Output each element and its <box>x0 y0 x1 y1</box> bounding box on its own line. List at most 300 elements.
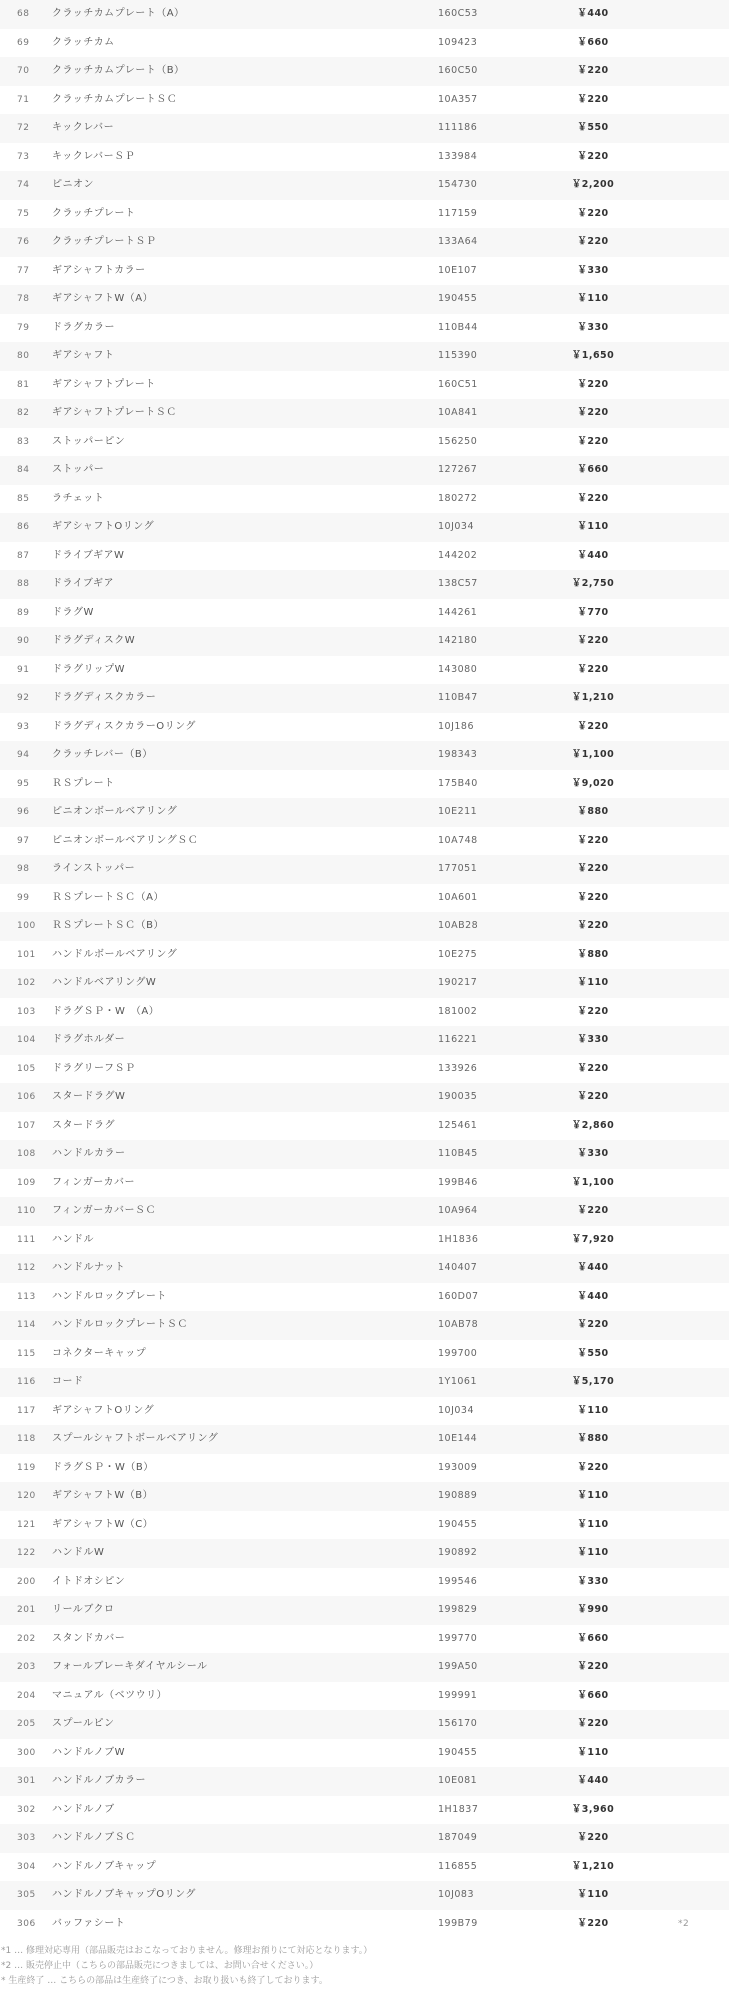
part-number: 71 <box>17 94 30 105</box>
table-row <box>0 1397 729 1426</box>
part-name: クラッチレバー（B） <box>52 749 153 760</box>
part-code: 142180 <box>438 635 478 646</box>
table-row <box>0 371 729 400</box>
part-price: ￥990 <box>577 1604 609 1615</box>
part-number: 72 <box>17 123 30 133</box>
part-number: 84 <box>17 465 30 475</box>
part-code: 199B79 <box>438 1917 478 1929</box>
part-name: キックレバーＳＰ <box>52 150 136 162</box>
part-name: ドラグリーフＳＰ <box>52 1062 136 1074</box>
part-number: 302 <box>17 1804 36 1815</box>
table-row <box>0 1254 729 1283</box>
part-price: ￥880 <box>577 806 609 817</box>
part-name: ドラグリップW <box>52 663 125 675</box>
part-number: 108 <box>17 1149 36 1159</box>
part-name: スタードラグ <box>52 1119 115 1131</box>
part-number: 98 <box>17 864 30 874</box>
table-row <box>0 1283 729 1312</box>
part-number: 82 <box>17 408 30 418</box>
part-price: ￥330 <box>577 321 609 333</box>
part-number: 95 <box>17 778 30 789</box>
part-name: クラッチカムプレートＳＣ <box>52 93 178 105</box>
part-code: 117159 <box>438 207 478 219</box>
table-row <box>0 1910 729 1939</box>
part-number: 110 <box>17 1206 36 1216</box>
part-code: 10AB28 <box>438 920 479 931</box>
part-price: ￥330 <box>577 1148 609 1159</box>
part-code: 10E275 <box>438 948 478 960</box>
part-price: ￥880 <box>577 948 609 960</box>
footnote-3: * 生産終了 … こちらの部品は生産終了につき、お取り扱いも終了しております。 <box>1 1976 328 1986</box>
part-code: 154730 <box>438 179 478 190</box>
part-name: ギアシャフトW（A） <box>52 293 154 304</box>
part-code: 1H1837 <box>438 1803 479 1815</box>
part-code: 190889 <box>438 1490 478 1501</box>
part-price: ￥330 <box>577 1034 609 1045</box>
table-row <box>0 741 729 770</box>
part-number: 105 <box>17 1063 36 1074</box>
table-row <box>0 1055 729 1084</box>
part-name: キックレバー <box>52 122 115 133</box>
footnotes <box>0 1938 729 1989</box>
part-code: 133A64 <box>438 236 478 247</box>
part-name: ドラグディスクカラー <box>52 692 157 703</box>
part-code: 10A841 <box>438 407 478 418</box>
part-price: ￥220 <box>577 663 609 675</box>
part-price: ￥330 <box>577 264 609 276</box>
part-code: 199770 <box>438 1632 478 1644</box>
part-name: ドラグＳＰ・W（B） <box>52 1461 154 1473</box>
part-code: 10A357 <box>438 93 478 105</box>
table-row <box>0 428 729 457</box>
part-code: 1H1836 <box>438 1233 479 1245</box>
part-code: 144202 <box>438 549 478 561</box>
part-name: ギアシャフトOリング <box>52 521 155 532</box>
part-price: ￥440 <box>577 1290 609 1302</box>
part-number: 80 <box>17 351 30 361</box>
table-row <box>0 627 729 656</box>
part-code: 109423 <box>438 36 478 48</box>
part-name: クラッチカム <box>52 36 115 48</box>
part-name: ハンドルノブW <box>52 1746 125 1758</box>
part-price: ￥220 <box>577 1205 609 1216</box>
part-name: フィンガーカバーＳＣ <box>52 1205 156 1216</box>
part-price: ￥220 <box>577 834 609 846</box>
table-row <box>0 1454 729 1483</box>
part-code: 160C51 <box>438 378 478 390</box>
part-price: ￥220 <box>577 1832 609 1843</box>
footnote-2: *2 … 販売停止中（こちらの部品販売につきましては、お問い合せください。） <box>1 1961 319 1971</box>
table-row <box>0 1653 729 1682</box>
part-note: *2 <box>678 1918 690 1929</box>
part-number: 204 <box>17 1690 36 1701</box>
part-name: ハンドルノブカラー <box>52 1775 146 1786</box>
part-code: 10E144 <box>438 1433 478 1444</box>
table-row <box>0 770 729 799</box>
part-name: マニュアル（ベツウリ） <box>52 1689 168 1701</box>
part-price: ￥9,020 <box>571 777 615 789</box>
part-number: 100 <box>17 921 36 931</box>
part-price: ￥110 <box>577 1404 609 1416</box>
part-name: ハンドルロックプレートＳＣ <box>52 1319 188 1330</box>
part-price: ￥880 <box>577 1433 609 1444</box>
part-price: ￥220 <box>577 1917 609 1929</box>
part-price: ￥220 <box>577 93 609 105</box>
table-row <box>0 599 729 628</box>
part-price: ￥220 <box>577 891 609 903</box>
footnote-1: *1 … 修理対応専用（部品販売はおこなっておりません。修理お預りにて対応となります。） <box>1 1946 373 1956</box>
part-price: ￥220 <box>577 1005 609 1017</box>
part-price: ￥440 <box>577 1262 609 1273</box>
part-price: ￥1,650 <box>571 350 615 361</box>
part-name: ハンドルW <box>52 1547 105 1558</box>
part-number: 303 <box>17 1833 36 1843</box>
part-code: 190892 <box>438 1547 478 1558</box>
part-number: 301 <box>17 1776 36 1786</box>
part-name: バッファシート <box>52 1917 126 1929</box>
part-price: ￥220 <box>577 1718 609 1729</box>
part-price: ￥110 <box>577 1889 609 1900</box>
part-number: 118 <box>17 1434 36 1444</box>
table-row <box>0 1625 729 1654</box>
part-name: ドラグW <box>52 606 94 618</box>
part-price: ￥1,100 <box>571 1176 615 1188</box>
part-name: イトドオシピン <box>52 1575 126 1587</box>
part-number: 117 <box>17 1405 36 1416</box>
part-price: ￥440 <box>577 1775 609 1786</box>
part-number: 70 <box>17 66 30 76</box>
table-row <box>0 1710 729 1739</box>
part-price: ￥1,210 <box>571 692 615 703</box>
part-code: 10A601 <box>438 891 478 903</box>
part-code: 115390 <box>438 350 478 361</box>
table-row <box>0 969 729 998</box>
table-row <box>0 1596 729 1625</box>
part-number: 115 <box>17 1348 36 1359</box>
part-code: 199A50 <box>438 1661 478 1672</box>
part-price: ￥110 <box>577 293 609 304</box>
part-name: クラッチプレート <box>52 207 136 219</box>
part-price: ￥110 <box>577 521 609 532</box>
table-row <box>0 1881 729 1910</box>
part-name: ピニオン <box>52 179 94 190</box>
part-number: 306 <box>17 1918 36 1929</box>
part-number: 97 <box>17 835 30 846</box>
table-row <box>0 456 729 485</box>
table-row <box>0 998 729 1027</box>
part-code: 116221 <box>438 1034 478 1045</box>
table-row <box>0 1112 729 1141</box>
part-code: 133926 <box>438 1062 478 1074</box>
part-code: 111186 <box>438 122 478 133</box>
part-code: 10E107 <box>438 264 478 276</box>
table-row <box>0 912 729 941</box>
part-name: クラッチカムプレート（A） <box>52 8 185 19</box>
table-row <box>0 1197 729 1226</box>
table-row <box>0 342 729 371</box>
part-number: 79 <box>17 322 30 333</box>
part-number: 68 <box>17 9 30 19</box>
table-row <box>0 1226 729 1255</box>
table-row <box>0 143 729 172</box>
part-name: コード <box>52 1376 84 1387</box>
part-number: 76 <box>17 237 30 247</box>
part-name: ピニオンボールベアリングＳＣ <box>52 834 199 846</box>
part-name: フィンガーカバー <box>52 1176 135 1188</box>
part-name: フォールブレーキダイヤルシール <box>52 1661 208 1672</box>
table-row <box>0 1682 729 1711</box>
part-number: 200 <box>17 1576 36 1587</box>
part-name: ドラグホルダー <box>52 1034 126 1045</box>
part-code: 199991 <box>438 1689 478 1701</box>
table-row <box>0 1767 729 1796</box>
part-number: 122 <box>17 1548 36 1558</box>
part-price: ￥440 <box>577 8 609 19</box>
part-name: スプールシャフトボールベアリング <box>52 1433 219 1444</box>
part-code: 110B44 <box>438 321 478 333</box>
table-row <box>0 285 729 314</box>
part-code: 10J186 <box>438 720 475 732</box>
table-row <box>0 570 729 599</box>
part-price: ￥220 <box>577 236 609 247</box>
part-number: 85 <box>17 493 30 504</box>
part-code: 127267 <box>438 464 478 475</box>
part-number: 93 <box>17 721 30 732</box>
part-code: 10E211 <box>438 806 478 817</box>
part-number: 205 <box>17 1719 36 1729</box>
part-price: ￥220 <box>577 1661 609 1672</box>
table-row <box>0 228 729 257</box>
part-number: 78 <box>17 294 30 304</box>
part-price: ￥220 <box>577 920 609 931</box>
part-code: 190217 <box>438 977 478 988</box>
part-price: ￥220 <box>577 1091 609 1102</box>
table-row <box>0 1169 729 1198</box>
part-code: 1Y1061 <box>438 1376 478 1387</box>
part-name: ハンドルボールベアリング <box>52 948 178 960</box>
table-row <box>0 656 729 685</box>
table-row <box>0 1539 729 1568</box>
part-code: 110B45 <box>438 1148 478 1159</box>
part-name: ドライブギアW <box>52 549 125 561</box>
part-code: 190455 <box>438 1518 478 1530</box>
table-row <box>0 57 729 86</box>
part-number: 74 <box>17 180 30 190</box>
part-code: 187049 <box>438 1832 478 1843</box>
part-code: 116855 <box>438 1860 478 1872</box>
part-name: ギアシャフトW（B） <box>52 1490 154 1501</box>
table-row <box>0 399 729 428</box>
part-code: 181002 <box>438 1005 478 1017</box>
table-row <box>0 1824 729 1853</box>
part-name: スタードラグW <box>52 1091 126 1102</box>
table-row <box>0 1511 729 1540</box>
part-code: 10J034 <box>438 521 475 532</box>
part-number: 75 <box>17 208 30 219</box>
part-number: 107 <box>17 1120 36 1131</box>
table-row <box>0 29 729 58</box>
part-number: 103 <box>17 1006 36 1017</box>
table-row <box>0 1311 729 1340</box>
part-name: ギアシャフトOリング <box>52 1404 155 1416</box>
part-price: ￥330 <box>577 1575 609 1587</box>
part-number: 99 <box>17 892 30 903</box>
table-row <box>0 1853 729 1882</box>
part-name: ＲＳプレート <box>52 777 115 789</box>
part-number: 112 <box>17 1263 36 1273</box>
table-row <box>0 684 729 713</box>
part-price: ￥660 <box>577 464 609 475</box>
part-number: 104 <box>17 1035 36 1045</box>
part-code: 160D07 <box>438 1290 479 1302</box>
table-row <box>0 257 729 286</box>
part-code: 10A964 <box>438 1205 478 1216</box>
part-price: ￥110 <box>577 1746 609 1758</box>
part-name: ストッパーピン <box>52 435 126 447</box>
part-code: 199B46 <box>438 1176 478 1188</box>
part-number: 77 <box>17 265 30 276</box>
part-name: ギアシャフトプレート <box>52 378 156 390</box>
table-row <box>0 1083 729 1112</box>
table-row <box>0 855 729 884</box>
part-number: 101 <box>17 949 36 960</box>
part-name: クラッチカムプレート（B） <box>52 65 185 76</box>
part-code: 10AB78 <box>438 1319 479 1330</box>
table-row <box>0 941 729 970</box>
table-row <box>0 713 729 742</box>
part-number: 111 <box>17 1234 36 1245</box>
table-row <box>0 542 729 571</box>
part-price: ￥220 <box>577 207 609 219</box>
part-price: ￥220 <box>577 492 609 504</box>
part-name: リールブクロ <box>52 1604 115 1615</box>
part-price: ￥2,750 <box>571 578 615 589</box>
part-name: ドライブギア <box>52 578 114 589</box>
part-code: 140407 <box>438 1262 478 1273</box>
part-code: 177051 <box>438 863 478 874</box>
part-price: ￥220 <box>577 407 609 418</box>
part-number: 114 <box>17 1320 36 1330</box>
part-name: ハンドルノブキャップOリング <box>52 1889 196 1900</box>
part-code: 190035 <box>438 1091 478 1102</box>
part-price: ￥220 <box>577 150 609 162</box>
part-name: ギアシャフトプレートＳＣ <box>52 407 177 418</box>
part-name: ギアシャフトカラー <box>52 264 146 276</box>
part-number: 87 <box>17 550 30 561</box>
part-price: ￥3,960 <box>571 1803 615 1815</box>
part-name: ドラグディスクカラーOリング <box>52 720 196 732</box>
part-name: ハンドルナット <box>52 1262 126 1273</box>
part-code: 10A748 <box>438 834 478 846</box>
part-name: ＲＳプレートＳＣ（A） <box>52 891 164 903</box>
part-name: ギアシャフトW（C） <box>52 1518 154 1530</box>
part-price: ￥220 <box>577 1319 609 1330</box>
part-price: ￥440 <box>577 549 609 561</box>
part-name: スプールピン <box>52 1718 115 1729</box>
part-code: 110B47 <box>438 692 478 703</box>
part-number: 91 <box>17 664 30 675</box>
part-code: 180272 <box>438 492 478 504</box>
part-price: ￥110 <box>577 1547 609 1558</box>
part-name: ドラグカラー <box>52 321 115 333</box>
table-row <box>0 1140 729 1169</box>
part-number: 92 <box>17 693 30 703</box>
part-price: ￥1,100 <box>571 749 615 760</box>
part-name: ラインストッパー <box>52 863 136 874</box>
part-price: ￥2,200 <box>571 179 615 190</box>
part-code: 10J083 <box>438 1889 475 1900</box>
part-number: 94 <box>17 750 30 760</box>
part-name: クラッチプレートＳＰ <box>52 236 157 247</box>
part-number: 89 <box>17 607 30 618</box>
part-number: 83 <box>17 436 30 447</box>
part-number: 113 <box>17 1291 36 1302</box>
part-number: 69 <box>17 37 30 48</box>
part-number: 304 <box>17 1861 36 1872</box>
table-row <box>0 513 729 542</box>
table-row <box>0 1368 729 1397</box>
table-row <box>0 1739 729 1768</box>
part-price: ￥220 <box>577 65 609 76</box>
part-number: 300 <box>17 1747 36 1758</box>
part-code: 10E081 <box>438 1775 478 1786</box>
table-row <box>0 86 729 115</box>
part-name: ギアシャフト <box>52 350 115 361</box>
part-code: 125461 <box>438 1119 478 1131</box>
part-code: 143080 <box>438 663 478 675</box>
part-number: 116 <box>17 1377 36 1387</box>
part-name: ハンドルノブＳＣ <box>52 1832 136 1843</box>
part-name: スタンドカバー <box>52 1632 126 1644</box>
part-name: ドラグＳＰ・W （A） <box>52 1005 160 1017</box>
part-price: ￥550 <box>577 1347 609 1359</box>
part-price: ￥660 <box>577 1689 609 1701</box>
part-number: 96 <box>17 807 30 817</box>
part-price: ￥660 <box>577 36 609 48</box>
table-row <box>0 1796 729 1825</box>
part-name: ストッパー <box>52 464 105 475</box>
part-code: 160C50 <box>438 65 478 76</box>
part-price: ￥1,210 <box>571 1860 615 1872</box>
part-price: ￥2,860 <box>571 1119 615 1131</box>
part-code: 198343 <box>438 749 478 760</box>
part-number: 201 <box>17 1605 36 1615</box>
table-row <box>0 827 729 856</box>
part-price: ￥5,170 <box>571 1376 615 1387</box>
part-name: ハンドルベアリングW <box>52 977 157 988</box>
part-number: 73 <box>17 151 30 162</box>
part-code: 160C53 <box>438 8 478 19</box>
part-price: ￥220 <box>577 1062 609 1074</box>
part-number: 81 <box>17 379 30 390</box>
part-code: 199700 <box>438 1347 478 1359</box>
part-code: 190455 <box>438 1746 478 1758</box>
part-number: 202 <box>17 1633 36 1644</box>
part-code: 138C57 <box>438 578 478 589</box>
part-code: 156250 <box>438 435 478 447</box>
part-price: ￥220 <box>577 635 609 646</box>
part-code: 10J034 <box>438 1404 475 1416</box>
part-price: ￥770 <box>577 606 609 618</box>
part-price: ￥110 <box>577 1518 609 1530</box>
table-row <box>0 1340 729 1369</box>
part-number: 86 <box>17 522 30 532</box>
part-price: ￥220 <box>577 435 609 447</box>
part-name: ＲＳプレートＳＣ（B） <box>52 920 164 931</box>
table-row <box>0 798 729 827</box>
part-code: 193009 <box>438 1461 478 1473</box>
part-number: 120 <box>17 1491 36 1501</box>
